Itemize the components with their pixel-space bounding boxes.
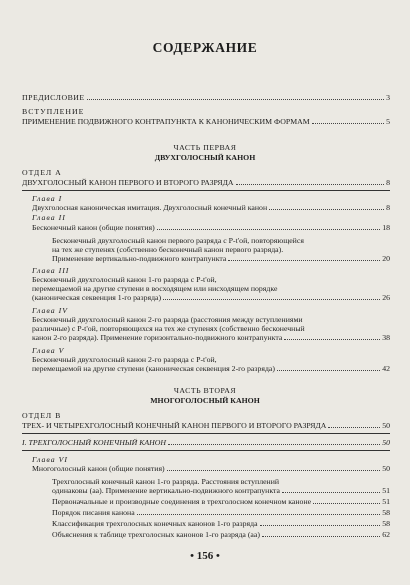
- leader-dots: [312, 123, 384, 124]
- toc-entry-chapter-2-item-1[interactable]: [32, 223, 390, 232]
- toc-label: ТРЕХ- И ЧЕТЫРЕХГОЛОСНЫЙ КОНЕЧНЫЙ КАНОН ПЕРВОГО И ВТОРОГО РАЗРЯДА: [22, 421, 327, 430]
- toc-label: Многоголосный канон (общие понятия): [32, 464, 165, 473]
- toc-label: ПРИМЕНЕНИЕ ПОДВИЖНОГО КОНТРАПУНКТА К КАНОНИЧЕСКИМ ФОРМАМ: [22, 117, 310, 126]
- leader-dots: [328, 427, 380, 428]
- part2-subtitle: МНОГОГОЛОСНЫЙ КАНОН: [150, 396, 260, 405]
- toc-page-number: 8: [386, 178, 390, 187]
- toc-entry-chapter-6-item-6[interactable]: [52, 530, 390, 539]
- toc-page-number: 50: [382, 438, 390, 447]
- toc-label: Применение вертикально-подвижного контрапункта: [52, 254, 227, 263]
- toc-page-number: 18: [382, 223, 390, 232]
- toc-entry-chapter-3[interactable]: [32, 293, 390, 302]
- toc-entry-text: Бесконечный двухголосный канон 2-го разряда (расстояния между вступлениями: [32, 315, 303, 324]
- toc-label: канон 2-го разряда). Применение горизонтально-подвижного контрапункта: [32, 333, 283, 342]
- section-b-heading: ОТДЕЛ В: [22, 411, 62, 420]
- toc-page-number: 42: [382, 364, 390, 373]
- toc-page-number: 20: [382, 254, 390, 263]
- page-number-footer: • 156 •: [190, 550, 220, 562]
- toc-entry-text: Трехголосный конечный канон 1-го разряда. Расстояния вступлений: [52, 477, 280, 486]
- toc-entry-chapter-6-item-1[interactable]: [32, 464, 390, 473]
- chapter-2-heading: Глава II: [32, 213, 66, 222]
- toc-entry-intro[interactable]: [22, 117, 390, 126]
- toc-label: Порядок писания канона: [52, 508, 135, 517]
- toc-page-number: 58: [382, 508, 390, 517]
- toc-label: ДВУХГОЛОСНЫЙ КАНОН ПЕРВОГО И ВТОРОГО РАЗРЯДА: [22, 178, 234, 187]
- toc-label: одинаковы (аа). Применение вертикально-подвижного контрапункта: [52, 486, 280, 495]
- chapter-5-heading: Глава V: [32, 346, 65, 355]
- toc-entry-text: различные) с Р-t'ой, повторяющихся на тех же ступенях (собственно бесконечный: [32, 324, 305, 333]
- leader-dots: [137, 514, 381, 515]
- toc-entry-chapter-2-item-2[interactable]: [52, 254, 390, 263]
- toc-entry-chapter-1[interactable]: [32, 203, 390, 212]
- toc-page-number: 38: [382, 333, 390, 342]
- leader-dots: [277, 370, 380, 371]
- toc-entry-section-a[interactable]: [22, 178, 390, 187]
- toc-entry-section-b[interactable]: [22, 421, 390, 430]
- toc-page-number: 5: [386, 117, 390, 126]
- toc-entry-text: Бесконечный двухголосный канон 2-го разряда с Р-t'ой,: [32, 355, 217, 364]
- leader-dots: [260, 525, 381, 526]
- toc-label: Объяснения к таблице трехголосных канонов 1-го разряда (аа): [52, 530, 260, 539]
- leader-dots: [87, 99, 384, 100]
- section-a-heading: ОТДЕЛ А: [22, 168, 62, 177]
- leader-dots: [284, 339, 380, 340]
- toc-page-number: 62: [382, 530, 390, 539]
- toc-entry-subsection-1[interactable]: [22, 438, 390, 447]
- leader-dots: [269, 209, 384, 210]
- leader-dots: [228, 260, 380, 261]
- toc-label: Бесконечный канон (общие понятия): [32, 223, 155, 232]
- chapter-4-heading: Глава IV: [32, 306, 68, 315]
- toc-label: Двухголосная каноническая имитация. Двухголосный конечный канон: [32, 203, 268, 212]
- toc-entry-chapter-6-item-5[interactable]: [52, 519, 390, 528]
- toc-entry-chapter-6-item-3[interactable]: [52, 497, 390, 506]
- leader-dots: [262, 536, 380, 537]
- leader-dots: [313, 503, 380, 504]
- divider: [22, 450, 390, 451]
- toc-page-number: 26: [382, 293, 390, 302]
- toc-page-number: 58: [382, 519, 390, 528]
- toc-page-number: 3: [386, 93, 390, 102]
- leader-dots: [167, 470, 381, 471]
- toc-page-number: 50: [382, 421, 390, 430]
- toc-entry-text: Бесконечный двухголосный канон 1-го разряда с Р-t'ой,: [32, 275, 217, 284]
- toc-entry-chapter-4[interactable]: [32, 333, 390, 342]
- toc-entry-text: Бесконечный двухголосный канон первого разряда с Р-t'ой, повторяющейся: [52, 236, 304, 245]
- toc-label: (каноническая секвенция 1-го разряда): [32, 293, 162, 302]
- toc-label: ПРЕДИСЛОВИЕ: [22, 93, 85, 102]
- chapter-3-heading: Глава III: [32, 266, 70, 275]
- toc-entry-chapter-5[interactable]: [32, 364, 390, 373]
- page-title: СОДЕРЖАНИЕ: [152, 40, 258, 55]
- toc-page-number: 51: [382, 497, 390, 506]
- toc-page-number: 50: [382, 464, 390, 473]
- toc-label: I. ТРЕХГОЛОСНЫЙ КОНЕЧНЫЙ КАНОН: [22, 438, 167, 447]
- divider: [22, 190, 390, 191]
- toc-page-number: 8: [386, 203, 390, 212]
- intro-heading: ВСТУПЛЕНИЕ: [22, 107, 85, 116]
- toc-entry-text: перемещаемой на другие ступени в восходящем или нисходящем порядке: [32, 284, 278, 293]
- part1-subtitle: ДВУХГОЛОСНЫЙ КАНОН: [154, 153, 256, 162]
- leader-dots: [236, 184, 385, 185]
- toc-entry-chapter-6-item-2[interactable]: [52, 486, 390, 495]
- leader-dots: [163, 299, 380, 300]
- divider: [22, 433, 390, 434]
- leader-dots: [282, 492, 380, 493]
- chapter-6-heading: Глава VI: [32, 455, 68, 464]
- toc-label: перемещаемой на другие ступени (каноническая секвенция 2-го разряда): [32, 364, 275, 373]
- toc-label: Классификация трехголосных конечных канонов 1-го разряда: [52, 519, 258, 528]
- toc-entry-text: на тех же ступенях (собственно бесконечный канон первого разряда).: [52, 245, 284, 254]
- part2-heading: ЧАСТЬ ВТОРАЯ: [173, 386, 237, 395]
- leader-dots: [157, 229, 380, 230]
- toc-label: Первоначальные и производные соединения в трехголосном конечном каноне: [52, 497, 312, 506]
- toc-page-number: 51: [382, 486, 390, 495]
- chapter-1-heading: Глава I: [32, 194, 63, 203]
- part1-heading: ЧАСТЬ ПЕРВАЯ: [173, 143, 237, 152]
- leader-dots: [168, 444, 380, 445]
- toc-entry-preface[interactable]: [22, 93, 390, 102]
- toc-entry-chapter-6-item-4[interactable]: [52, 508, 390, 517]
